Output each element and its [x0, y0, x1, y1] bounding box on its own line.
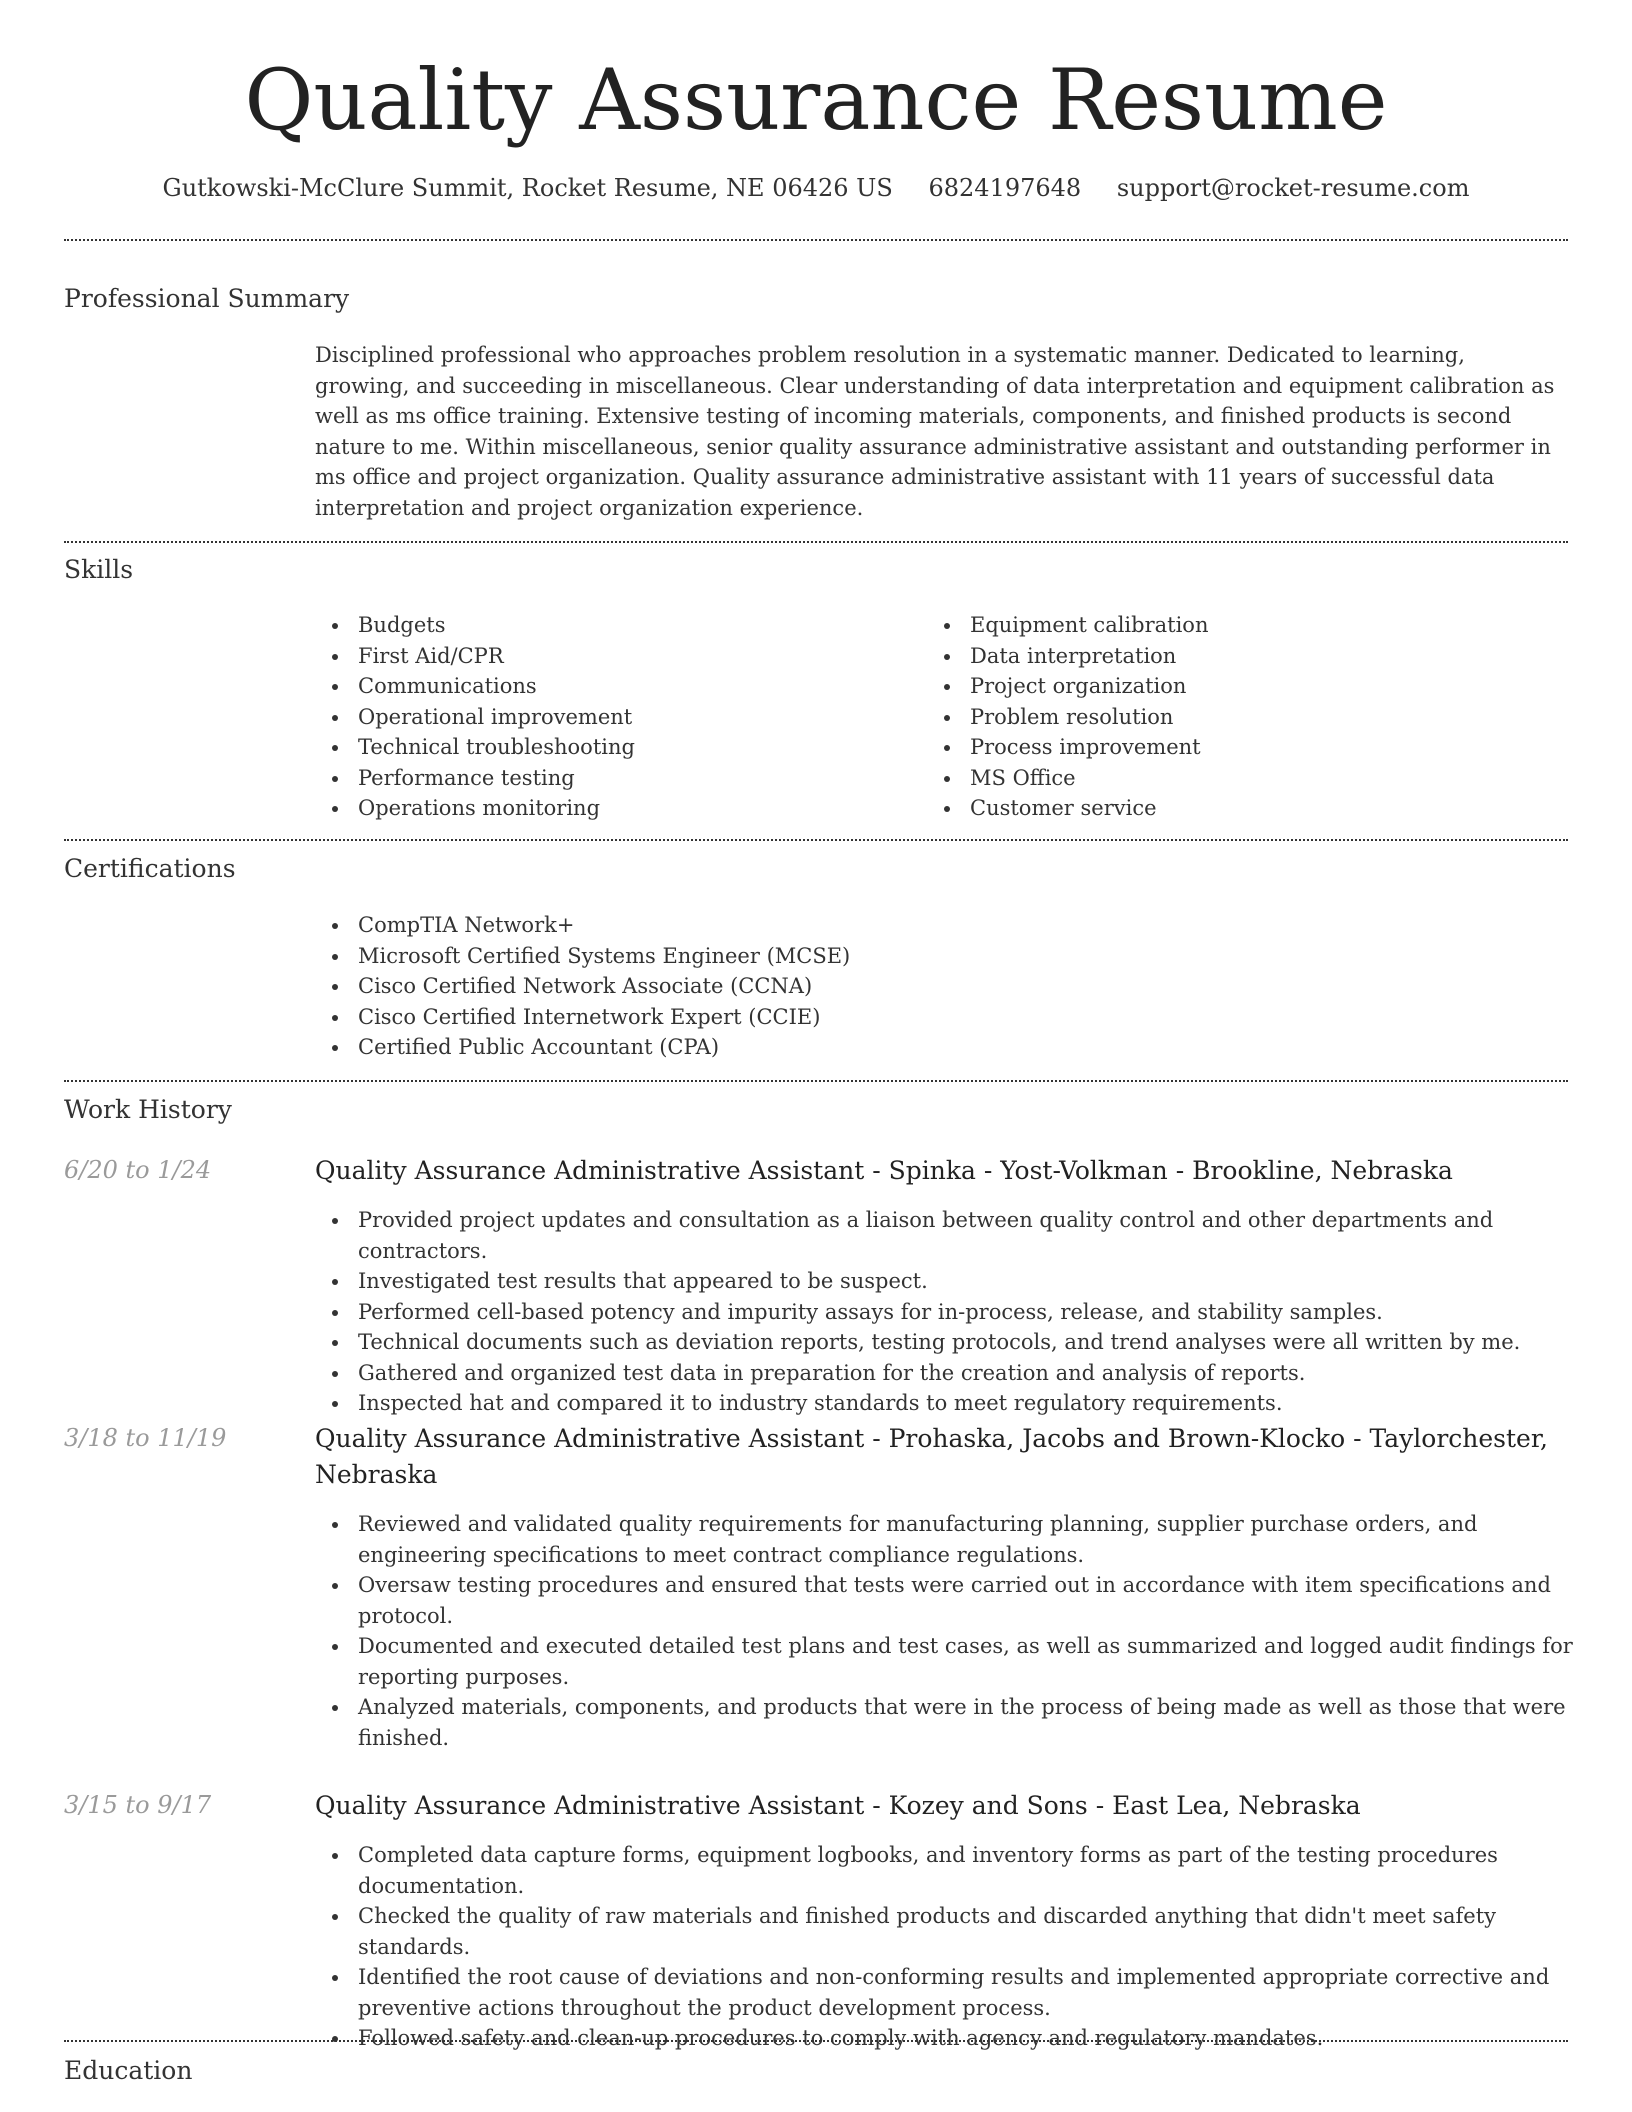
divider [64, 239, 1568, 241]
job-bullet: Investigated test results that appeared to be suspect. [358, 1266, 1608, 1297]
skill-item: Performance testing [358, 763, 918, 794]
job-bullet: Technical documents such as deviation reports, testing protocols, and trend analyses were all written by me. [358, 1327, 1608, 1358]
certification-item: Cisco Certified Internetwork Expert (CCIE) [358, 1002, 1558, 1033]
divider [64, 2040, 1568, 2042]
certification-item: CompTIA Network+ [358, 910, 1558, 941]
section-title-skills: Skills [64, 555, 134, 584]
contact-line [0, 172, 1632, 204]
section-title-certifications: Certifications [64, 854, 236, 883]
summary-text: Disciplined professional who approaches problem resolution in a systematic manner. Dedicated to learning, growing, and succeeding in miscellaneous. Clear understanding of data interpretation and equipment calibration as well as ms office training. Extensive testing of incoming materials, components, and finished products is second nature to me. Within miscellaneous, senior quality assurance administrative assistant and outstanding performer in ms office and project organization. Quality assurance administrative assistant with 11 years of successful data interpretation and project organization experience. [315, 343, 1555, 520]
resume-name: Quality Assurance Resume [244, 51, 1388, 149]
job-date: 3/15 to 9/17 [64, 1791, 212, 1819]
job-bullet: Identified the root cause of deviations and non-conforming results and implemented appropriate corrective and preventive actions throughout the product development process. [358, 1962, 1608, 2023]
skill-item: Project organization [970, 671, 1570, 702]
skill-item: Communications [358, 671, 918, 702]
certification-item: Certified Public Accountant (CPA) [358, 1032, 1558, 1063]
section-title-work-history: Work History [64, 1095, 232, 1124]
skills-list-left [314, 610, 918, 824]
job-bullet: Analyzed materials, components, and products that were in the process of being made as well as those that were finished. [358, 1692, 1608, 1753]
skill-item: Operations monitoring [358, 793, 918, 824]
job-bullet: Gathered and organized test data in preparation for the creation and analysis of reports. [358, 1358, 1608, 1389]
section-title-summary: Professional Summary [64, 284, 350, 313]
job-date: 6/20 to 1/24 [64, 1156, 212, 1184]
job-bullet: Completed data capture forms, equipment logbooks, and inventory forms as part of the testing procedures documentation. [358, 1840, 1608, 1901]
job-bullet: Reviewed and validated quality requirements for manufacturing planning, supplier purchase orders, and engineering specifications to meet contract compliance regulations. [358, 1509, 1608, 1570]
divider [64, 541, 1568, 543]
contact-email[interactable]: support@rocket-resume.com [1116, 174, 1470, 202]
skill-item: Data interpretation [970, 641, 1570, 672]
contact-address: Gutkowski-McClure Summit, Rocket Resume, NE 06426 US [162, 174, 893, 202]
job-bullet: Performed cell-based potency and impurity assays for in-process, release, and stability samples. [358, 1297, 1608, 1328]
skill-item: Process improvement [970, 732, 1570, 763]
divider [64, 839, 1568, 841]
skill-item: Customer service [970, 793, 1570, 824]
section-title-education: Education [64, 2056, 193, 2085]
certification-item: Microsoft Certified Systems Engineer (MCSE) [358, 941, 1558, 972]
job-date: 3/18 to 11/19 [64, 1424, 227, 1452]
job-bullets [314, 1840, 1608, 2054]
job-bullet: Inspected hat and compared it to industry standards to meet regulatory requirements. [358, 1388, 1608, 1419]
skill-item: Problem resolution [970, 702, 1570, 733]
job-bullet: Documented and executed detailed test plans and test cases, as well as summarized and logged audit findings for reporting purposes. [358, 1631, 1608, 1692]
job-bullet: Followed safety and clean-up procedures to comply with agency and regulatory mandates. [358, 2023, 1608, 2054]
skill-item: Equipment calibration [970, 610, 1570, 641]
skill-item: MS Office [970, 763, 1570, 794]
skill-item: First Aid/CPR [358, 641, 918, 672]
job-title: Quality Assurance Administrative Assistant - Kozey and Sons - East Lea, Nebraska [315, 1791, 1361, 1820]
job-bullet: Oversaw testing procedures and ensured that tests were carried out in accordance with item specifications and protocol. [358, 1570, 1608, 1631]
skill-item: Budgets [358, 610, 918, 641]
job-bullet: Checked the quality of raw materials and finished products and discarded anything that didn't meet safety standards. [358, 1901, 1608, 1962]
contact-phone[interactable]: 6824197648 [928, 174, 1082, 202]
job-bullets [314, 1509, 1608, 1753]
skills-list-right [926, 610, 1570, 824]
skill-item: Operational improvement [358, 702, 918, 733]
job-bullet: Provided project updates and consultation as a liaison between quality control and other departments and contractors. [358, 1205, 1608, 1266]
job-title: Quality Assurance Administrative Assistant - Spinka - Yost-Volkman - Brookline, Nebraska [315, 1156, 1453, 1185]
divider [64, 1080, 1568, 1082]
job-title: Quality Assurance Administrative Assistant - Prohaska, Jacobs and Brown-Klocko - Taylorchester, Nebraska [315, 1424, 1548, 1489]
skill-item: Technical troubleshooting [358, 732, 918, 763]
certifications-list [314, 910, 1558, 1063]
certification-item: Cisco Certified Network Associate (CCNA) [358, 971, 1558, 1002]
job-bullets [314, 1205, 1608, 1419]
